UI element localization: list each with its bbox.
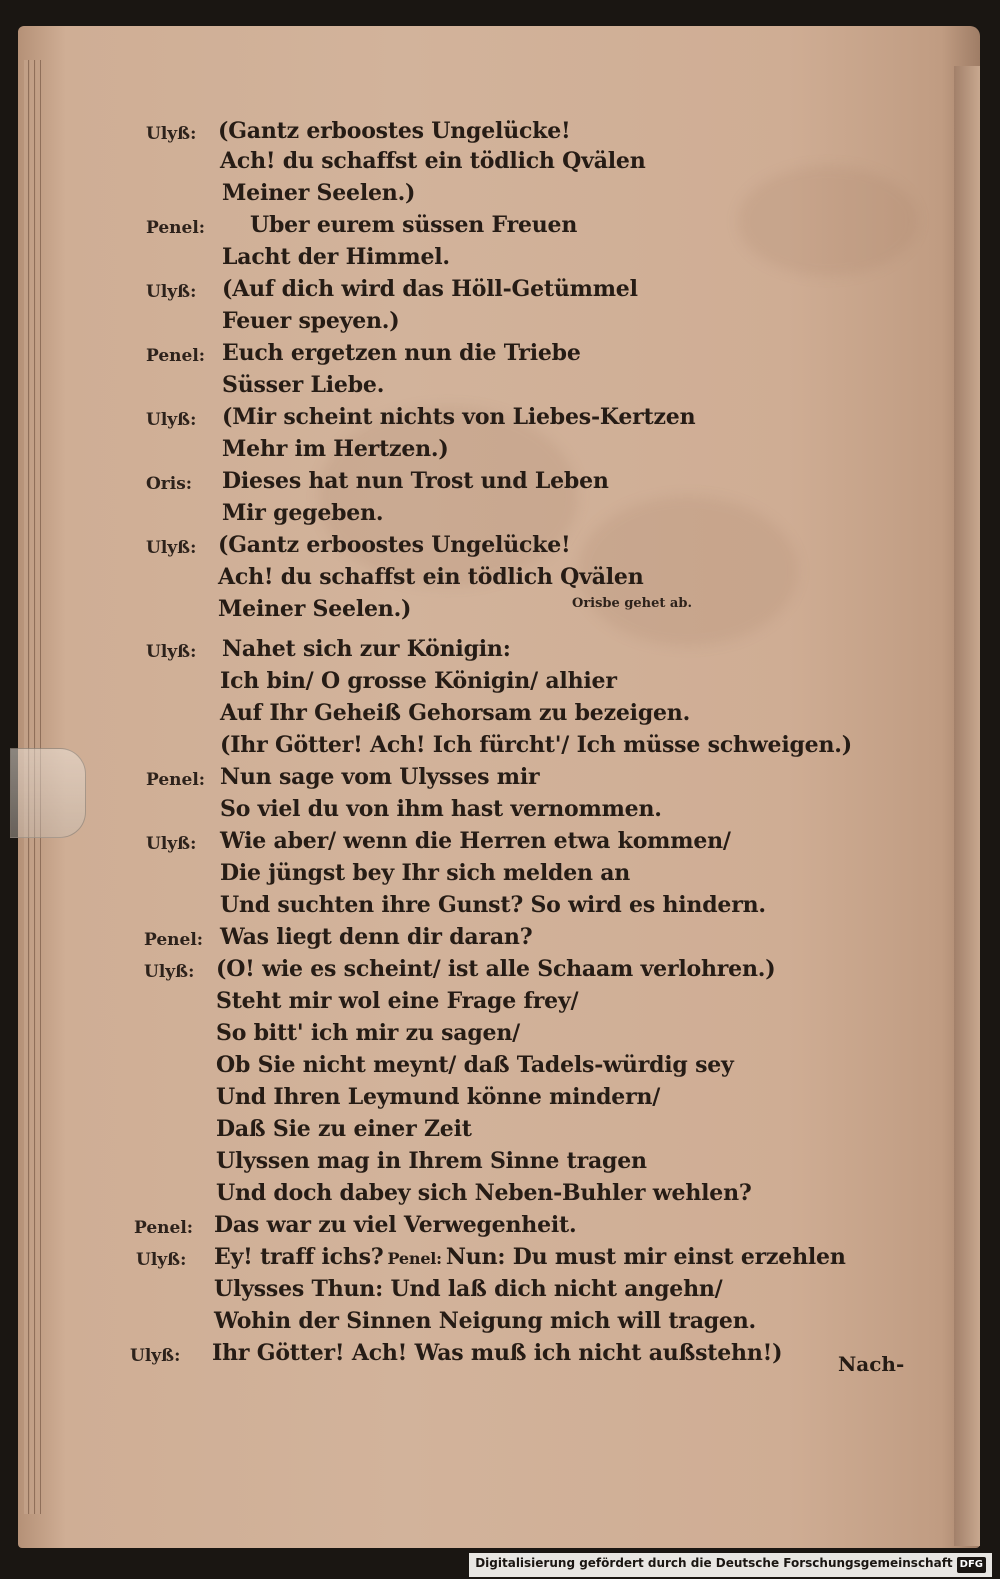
speaker-label: Oris:: [146, 474, 193, 494]
verse-line: [0, 244, 1000, 276]
speaker-label: Ulyß:: [144, 962, 195, 982]
verse-text-line: [216, 1148, 647, 1174]
verse-text-line: [218, 118, 570, 144]
verse-segment: (Gantz erboostes Ungelücke!: [218, 118, 571, 144]
verse-line: [0, 796, 1000, 828]
verse-text-line: [216, 1020, 520, 1046]
verse-segment: Ulyssen mag in Ihrem Sinne tragen: [216, 1148, 647, 1174]
verse-text-line: [214, 1212, 576, 1238]
verse-line: [0, 956, 1000, 988]
verse-text-line: [222, 468, 609, 494]
verse-segment: Mehr im Hertzen.): [222, 436, 449, 462]
verse-segment: Das war zu viel Verwegenheit.: [214, 1212, 577, 1238]
verse-text-line: [220, 796, 662, 822]
verse-text-line: [212, 1340, 782, 1366]
verse-line: [0, 308, 1000, 340]
verse-segment: So viel du von ihm hast vernommen.: [220, 796, 662, 822]
dfg-logo: DFG: [957, 1557, 986, 1573]
verse-segment: Ach! du schaffst ein tödlich Qvälen: [218, 564, 644, 590]
verse-text-line: [216, 1180, 752, 1206]
speaker-label: Ulyß:: [146, 834, 197, 854]
verse-segment: Uber eurem süssen Freuen: [250, 212, 578, 238]
verse-segment: Und doch dabey sich Neben-Buhler wehlen?: [216, 1180, 752, 1206]
verse-line: [0, 1020, 1000, 1052]
verse-text-line: [220, 668, 617, 694]
verse-segment: Und Ihren Leymund könne mindern/: [216, 1084, 661, 1110]
speaker-label: Ulyß:: [146, 124, 197, 144]
verse-line: [0, 1244, 1000, 1276]
verse-line: [0, 564, 1000, 596]
verse-line: [0, 596, 1000, 628]
verse-text-line: [220, 700, 690, 726]
verse-text-line: [216, 1116, 472, 1142]
verse-line: [0, 180, 1000, 212]
speaker-label: Ulyß:: [130, 1346, 181, 1366]
verse-segment: (Mir scheint nichts von Liebes-Kertzen: [222, 404, 696, 430]
verse-text-line: [220, 828, 731, 854]
verse-text-line: [222, 180, 415, 206]
catchword: Nach-: [838, 1352, 905, 1376]
verse-segment: Ulysses Thun: Und laß dich nicht angehn/: [214, 1276, 723, 1302]
verse-segment: So bitt' ich mir zu sagen/: [216, 1020, 520, 1046]
verse-text-line: [214, 1308, 756, 1334]
speaker-label: Ulyß:: [146, 282, 197, 302]
verse-segment: Meiner Seelen.): [218, 596, 412, 622]
verse-line: [0, 276, 1000, 308]
verse-line: [0, 1212, 1000, 1244]
verse-text-line: [250, 212, 577, 238]
verse-line: [0, 668, 1000, 700]
speaker-label: Penel:: [144, 930, 204, 950]
speaker-label: Ulyß:: [146, 410, 197, 430]
verse-line: [0, 212, 1000, 244]
verse-segment: (Gantz erboostes Ungelücke!: [218, 532, 571, 558]
verse-segment: Feuer speyen.): [222, 308, 400, 334]
verse-text-line: [220, 892, 766, 918]
verse-line: [0, 532, 1000, 564]
verse-line: [0, 1276, 1000, 1308]
verse-text-line: [220, 924, 532, 950]
verse-segment: Nun: Du must mir einst erzehlen: [445, 1244, 846, 1270]
verse-segment: Ob Sie nicht meynt/ daß Tadels-würdig sey: [216, 1052, 734, 1078]
verse-line: [0, 1052, 1000, 1084]
verse-segment: Und suchten ihre Gunst? So wird es hindern.: [220, 892, 766, 918]
verse-line: [0, 1084, 1000, 1116]
verse-segment: Euch ergetzen nun die Triebe: [222, 340, 581, 366]
verse-segment: Ey! traff ichs?: [214, 1244, 384, 1270]
speaker-label: Penel:: [134, 1218, 194, 1238]
verse-line: [0, 1116, 1000, 1148]
verse-line: [0, 1148, 1000, 1180]
verse-text-line: [220, 148, 646, 174]
stage-direction: Orisbe gehet ab.: [572, 596, 692, 611]
speaker-label: Ulyß:: [136, 1250, 187, 1270]
verse-segment: Meiner Seelen.): [222, 180, 416, 206]
verse-text-line: [222, 404, 695, 430]
digitization-footer: [469, 1553, 992, 1577]
verse-text-line: [220, 860, 630, 886]
speaker-label: Ulyß:: [146, 538, 197, 558]
verse-line: [0, 118, 1000, 150]
verse-line: [0, 404, 1000, 436]
inline-speaker-label: Penel:: [387, 1249, 442, 1268]
verse-text-line: [214, 1276, 723, 1302]
verse-line: [0, 436, 1000, 468]
verse-text-line: [222, 372, 384, 398]
verse-segment: (O! wie es scheint/ ist alle Schaam verlohren.): [216, 956, 776, 982]
verse-text-line: [222, 500, 383, 526]
speaker-label: Penel:: [146, 346, 206, 366]
verse-line: [0, 700, 1000, 732]
verse-line: [0, 340, 1000, 372]
verse-segment: Die jüngst bey Ihr sich melden an: [220, 860, 631, 886]
verse-segment: Auf Ihr Geheiß Gehorsam zu bezeigen.: [220, 700, 691, 726]
speaker-label: Penel:: [146, 218, 206, 238]
verse-text-line: [214, 1244, 846, 1270]
verse-text-line: [222, 636, 511, 662]
verse-segment: Ach! du schaffst ein tödlich Qvälen: [220, 148, 646, 174]
verse-line: [0, 372, 1000, 404]
verse-line: [0, 1308, 1000, 1340]
verse-text-line: [216, 1084, 660, 1110]
verse-text-line: [216, 1052, 734, 1078]
verse-text-line: [222, 244, 450, 270]
verse-text-line: [222, 308, 399, 334]
verse-text-line: [220, 732, 852, 758]
verse-line: [0, 924, 1000, 956]
verse-segment: Lacht der Himmel.: [222, 244, 450, 270]
verse-text-line: [222, 276, 638, 302]
verse-text-line: [220, 764, 539, 790]
verse-segment: Ich bin/ O grosse Königin/ alhier: [220, 668, 617, 694]
verse-line: [0, 828, 1000, 860]
verse-segment: Wie aber/ wenn die Herren etwa kommen/: [220, 828, 731, 854]
verse-segment: Dieses hat nun Trost und Leben: [222, 468, 609, 494]
verse-segment: (Ihr Götter! Ach! Ich fürcht'/ Ich müsse schweigen.): [220, 732, 852, 758]
verse-text-line: [218, 564, 644, 590]
speaker-label: Penel:: [146, 770, 206, 790]
verse-line: [0, 892, 1000, 924]
verse-line: [0, 860, 1000, 892]
verse-line: [0, 764, 1000, 796]
verse-text-line: [216, 956, 775, 982]
verse-segment: Was liegt denn dir daran?: [220, 924, 533, 950]
verse-line: [0, 500, 1000, 532]
verse-segment: Nahet sich zur Königin:: [222, 636, 511, 662]
verse-line: [0, 636, 1000, 668]
verse-segment: Wohin der Sinnen Neigung mich will tragen.: [214, 1308, 756, 1334]
verse-segment: Daß Sie zu einer Zeit: [216, 1116, 472, 1142]
speaker-label: Ulyß:: [146, 642, 197, 662]
verse-line: [0, 148, 1000, 180]
verse-text-line: [216, 988, 578, 1014]
verse-segment: Nun sage vom Ulysses mir: [220, 764, 540, 790]
verse-text-line: [222, 340, 581, 366]
verse-text-line: [218, 532, 570, 558]
verse-line: [0, 988, 1000, 1020]
verse-line: [0, 468, 1000, 500]
verse-segment: Ihr Götter! Ach! Was muß ich nicht außstehn!): [212, 1340, 783, 1366]
verse-text-line: [218, 596, 411, 622]
verse-segment: (Auf dich wird das Höll-Getümmel: [222, 276, 638, 302]
verse-line: [0, 732, 1000, 764]
footer-text: Digitalisierung gefördert durch die Deutsche Forschungsgemeinschaft: [475, 1556, 953, 1570]
verse-line: [0, 1180, 1000, 1212]
verse-segment: Steht mir wol eine Frage frey/: [216, 988, 579, 1014]
verse-segment: Mir gegeben.: [222, 500, 384, 526]
verse-text-line: [222, 436, 449, 462]
verse-segment: Süsser Liebe.: [222, 372, 385, 398]
